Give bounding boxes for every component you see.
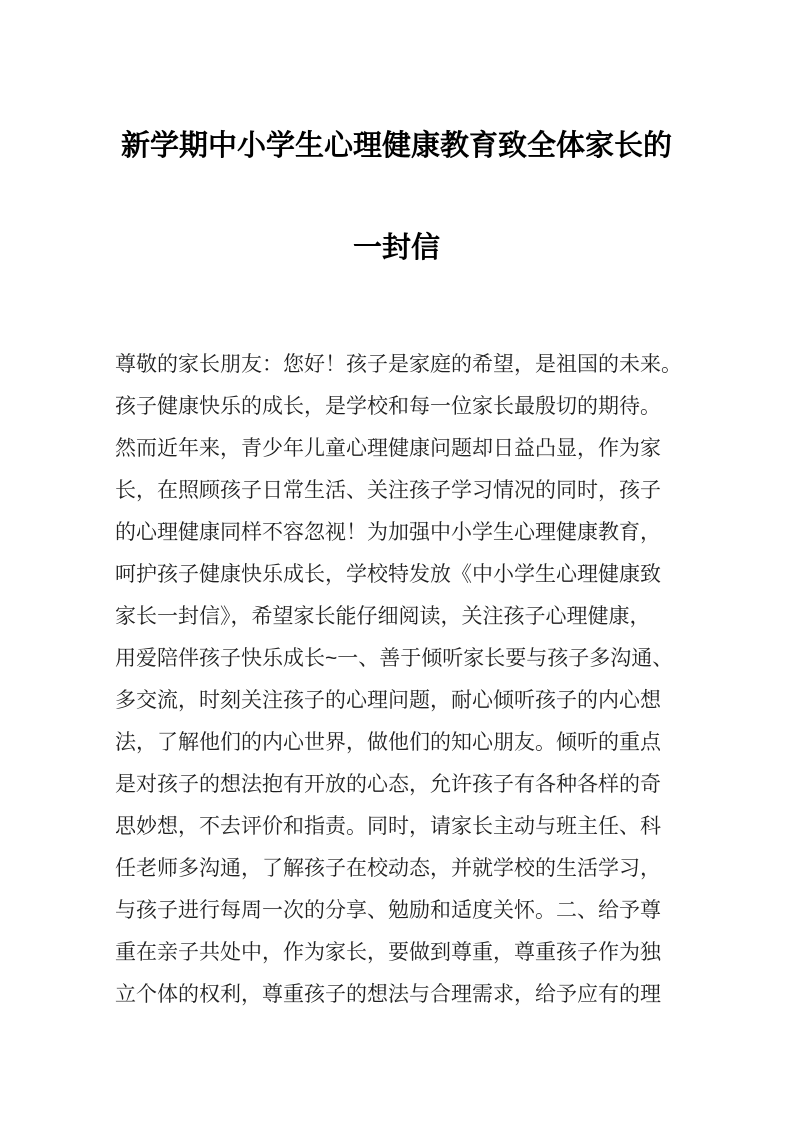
body-line: 的心理健康同样不容忽视！为加强中小学生心理健康教育，	[115, 521, 661, 544]
body-line: 家长一封信》，希望家长能仔细阅读，关注孩子心理健康，	[115, 605, 651, 628]
document-title-line-1: 新学期中小学生心理健康教育致全体家长的	[120, 130, 672, 162]
body-line: 与孩子进行每周一次的分享、勉励和适度关怀。二、给予尊	[115, 899, 661, 922]
body-line: 多交流，时刻关注孩子的心理问题，耐心倾听孩子的内心想	[115, 689, 661, 712]
body-line: 尊敬的家长朋友：您好！孩子是家庭的希望，是祖国的未来。	[115, 353, 682, 376]
body-line: 用爱陪伴孩子快乐成长~一、善于倾听家长要与孩子多沟通、	[115, 647, 674, 670]
body-line: 思妙想，不去评价和指责。同时，请家长主动与班主任、科	[115, 815, 661, 838]
body-line: 法，了解他们的内心世界，做他们的知心朋友。倾听的重点	[115, 731, 661, 754]
body-line: 然而近年来，青少年儿童心理健康问题却日益凸显，作为家	[115, 437, 661, 460]
body-line: 呵护孩子健康快乐成长，学校特发放《中小学生心理健康致	[115, 563, 661, 586]
body-line: 任老师多沟通，了解孩子在校动态，并就学校的生活学习，	[115, 857, 661, 880]
body-line: 孩子健康快乐的成长，是学校和每一位家长最殷切的期待。	[115, 395, 661, 418]
body-line: 立个体的权利，尊重孩子的想法与合理需求，给予应有的理	[115, 983, 661, 1006]
body-line: 重在亲子共处中，作为家长，要做到尊重，尊重孩子作为独	[115, 941, 661, 964]
document-title-line-2: 一封信	[352, 232, 440, 264]
document-body	[115, 344, 690, 1016]
body-line: 长，在照顾孩子日常生活、关注孩子学习情况的同时，孩子	[115, 479, 661, 502]
body-line: 是对孩子的想法抱有开放的心态，允许孩子有各种各样的奇	[115, 773, 661, 796]
